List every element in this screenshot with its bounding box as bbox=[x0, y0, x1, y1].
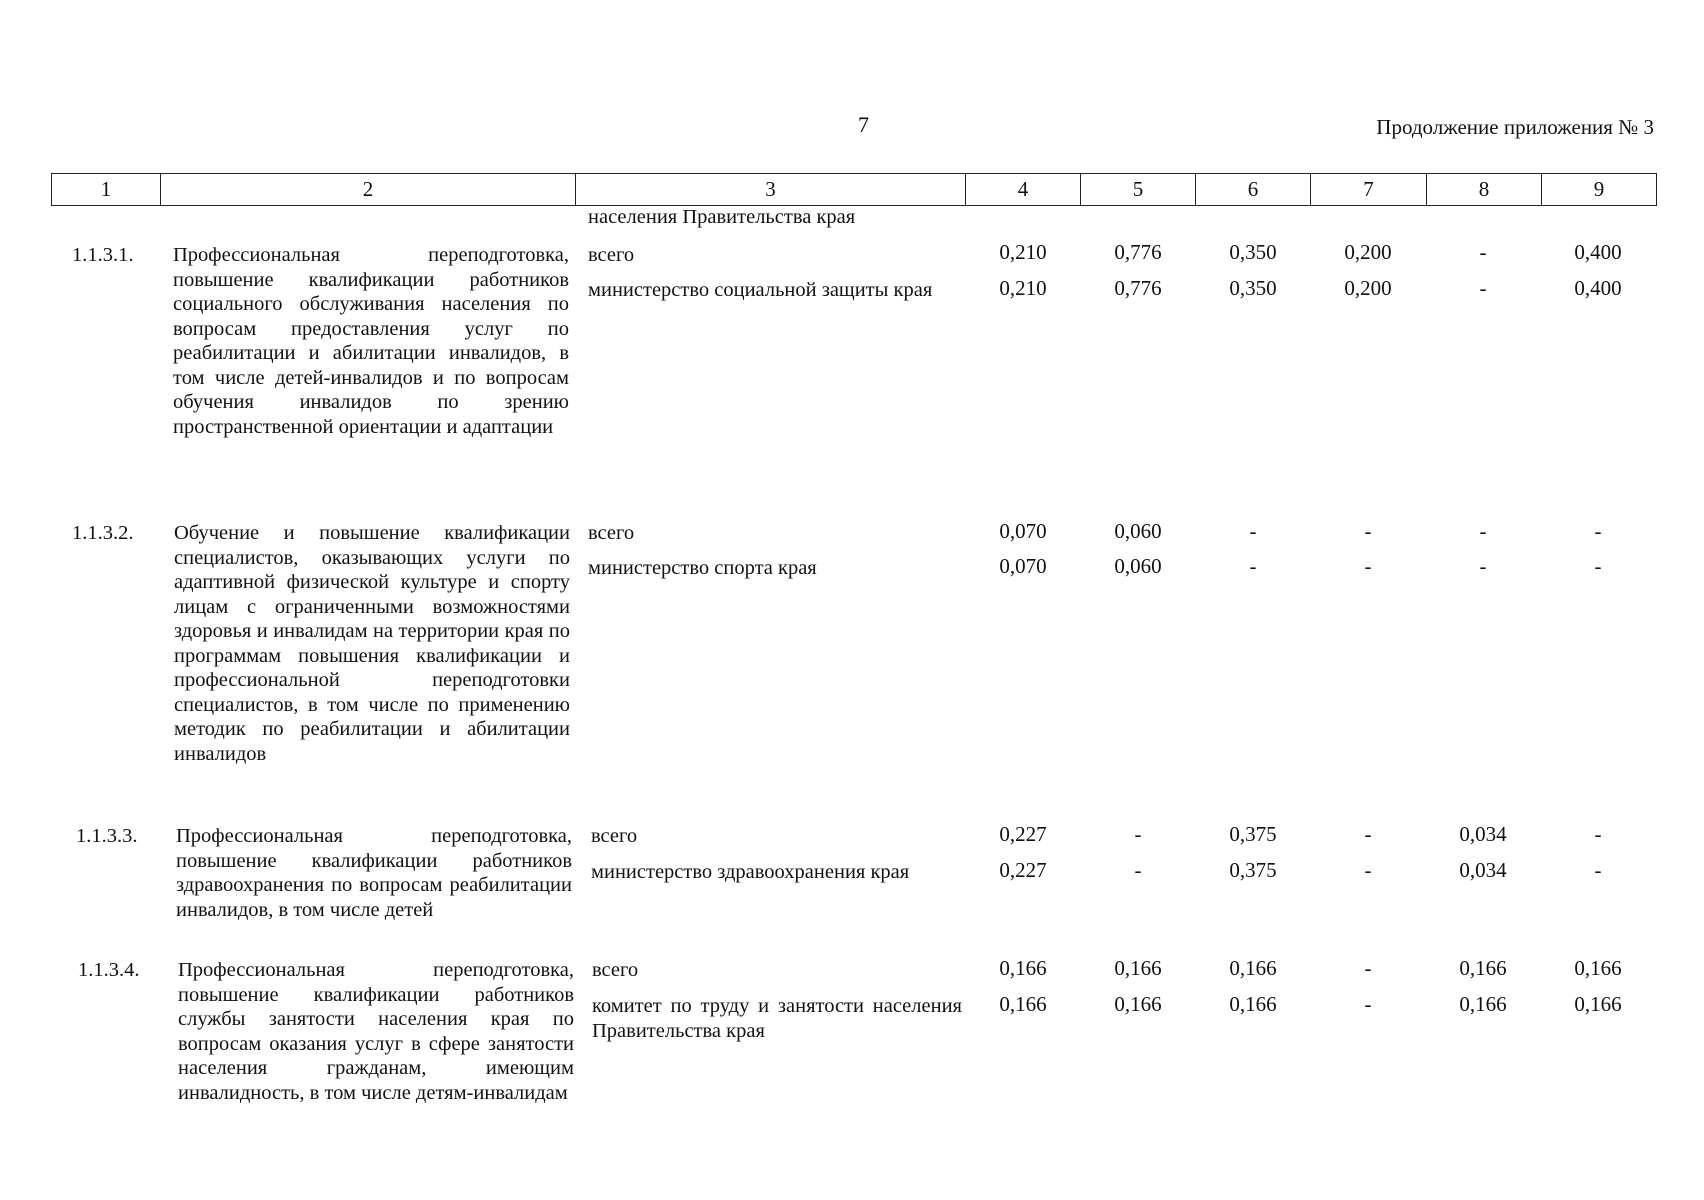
row-description: Профессиональная переподготовка, повышение квалификации работников службы занятости населения края по вопросам оказания услуг в сфере занятости населения гражданам, имеющим инвалидность, в том числе детям-инвалидам bbox=[178, 959, 574, 1104]
value-cell: - bbox=[1479, 554, 1487, 578]
executor-label: комитет по труду и занятости населения Правительства края bbox=[592, 995, 962, 1042]
value-cell: 0,210 bbox=[999, 276, 1047, 300]
value-cell: - bbox=[1364, 822, 1372, 846]
continued-executor-line: населения Правительства края bbox=[588, 206, 856, 228]
header-cell: 2 bbox=[161, 174, 576, 206]
column-header-table bbox=[51, 173, 1657, 206]
value-cell: 0,166 bbox=[1229, 992, 1277, 1016]
page-number: 7 bbox=[858, 112, 869, 137]
executor-label: всего bbox=[588, 522, 635, 544]
value-cell: 0,070 bbox=[999, 554, 1047, 578]
header-cell: 7 bbox=[1311, 174, 1427, 206]
executor-label: министерство здравоохранения края bbox=[591, 861, 910, 883]
row-number: 1.1.3.1. bbox=[72, 244, 134, 266]
header-cell: 4 bbox=[966, 174, 1081, 206]
value-cell: 0,166 bbox=[1114, 992, 1162, 1016]
value-cell: - bbox=[1364, 554, 1372, 578]
value-cell: 0,070 bbox=[999, 519, 1047, 543]
row-description: Профессиональная переподготовка, повышение квалификации работников социального обслуживания населения по вопросам предоставления услуг по реабилитации и абилитации инвалидов, в том числе детей-инвалидов и по вопросам обучения инвалидов по зрению пространственной ориентации и адаптации bbox=[173, 244, 569, 438]
value-cell: 0,166 bbox=[999, 992, 1047, 1016]
value-cell: 0,060 bbox=[1114, 554, 1162, 578]
value-cell: 0,227 bbox=[999, 822, 1047, 846]
value-cell: 0,400 bbox=[1574, 276, 1622, 300]
value-cell: - bbox=[1479, 276, 1487, 300]
header-cell: 5 bbox=[1081, 174, 1196, 206]
value-cell: 0,166 bbox=[1459, 992, 1507, 1016]
value-cell: - bbox=[1364, 858, 1372, 882]
executor-label: всего bbox=[592, 959, 639, 981]
value-cell: 0,400 bbox=[1574, 240, 1622, 264]
value-cell: 0,166 bbox=[1459, 956, 1507, 980]
value-cell: 0,166 bbox=[1114, 956, 1162, 980]
value-cell: - bbox=[1364, 992, 1372, 1016]
value-cell: 0,350 bbox=[1229, 276, 1277, 300]
header-cell: 8 bbox=[1427, 174, 1542, 206]
row-number: 1.1.3.3. bbox=[76, 825, 138, 847]
value-cell: - bbox=[1594, 519, 1602, 543]
row-description: Профессиональная переподготовка, повышение квалификации работников здравоохранения по вопросам реабилитации инвалидов, в том числе детей bbox=[176, 825, 572, 921]
header-row bbox=[52, 174, 1657, 206]
executor-label: всего bbox=[591, 825, 638, 847]
header-cell: 3 bbox=[576, 174, 966, 206]
header-cell: 9 bbox=[1542, 174, 1657, 206]
row-number: 1.1.3.2. bbox=[72, 522, 134, 544]
executor-label: министерство спорта края bbox=[588, 557, 817, 579]
row-description: Обучение и повышение квалификации специалистов, оказывающих услуги по адаптивной физической культуре и спорту лицам с ограниченными возможностями здоровья и инвалидам на территории края по программам повышения квалификации и профессиональной переподготовки специалистов, в том числе по применению методик по реабилитации и абилитации инвалидов bbox=[174, 522, 570, 765]
value-cell: 0,200 bbox=[1344, 276, 1392, 300]
value-cell: 0,034 bbox=[1459, 858, 1507, 882]
value-cell: - bbox=[1479, 519, 1487, 543]
value-cell: - bbox=[1134, 858, 1142, 882]
value-cell: - bbox=[1479, 240, 1487, 264]
value-cell: 0,166 bbox=[1229, 956, 1277, 980]
value-cell: 0,200 bbox=[1344, 240, 1392, 264]
value-cell: - bbox=[1594, 858, 1602, 882]
value-cell: 0,776 bbox=[1114, 240, 1162, 264]
value-cell: - bbox=[1249, 519, 1257, 543]
header-cell: 1 bbox=[52, 174, 161, 206]
value-cell: - bbox=[1594, 554, 1602, 578]
value-cell: 0,776 bbox=[1114, 276, 1162, 300]
executor-label: всего bbox=[588, 244, 635, 266]
executor-label: министерство социальной защиты края bbox=[588, 279, 933, 301]
header-cell: 6 bbox=[1196, 174, 1311, 206]
value-cell: 0,375 bbox=[1229, 858, 1277, 882]
value-cell: - bbox=[1364, 956, 1372, 980]
value-cell: 0,166 bbox=[1574, 956, 1622, 980]
row-number: 1.1.3.4. bbox=[78, 959, 140, 981]
value-cell: - bbox=[1364, 519, 1372, 543]
value-cell: - bbox=[1134, 822, 1142, 846]
value-cell: 0,060 bbox=[1114, 519, 1162, 543]
value-cell: 0,034 bbox=[1459, 822, 1507, 846]
appendix-continuation-label: Продолжение приложения № 3 bbox=[1376, 115, 1654, 139]
value-cell: 0,375 bbox=[1229, 822, 1277, 846]
value-cell: 0,210 bbox=[999, 240, 1047, 264]
value-cell: 0,166 bbox=[999, 956, 1047, 980]
value-cell: 0,166 bbox=[1574, 992, 1622, 1016]
value-cell: - bbox=[1249, 554, 1257, 578]
value-cell: 0,350 bbox=[1229, 240, 1277, 264]
value-cell: - bbox=[1594, 822, 1602, 846]
value-cell: 0,227 bbox=[999, 858, 1047, 882]
